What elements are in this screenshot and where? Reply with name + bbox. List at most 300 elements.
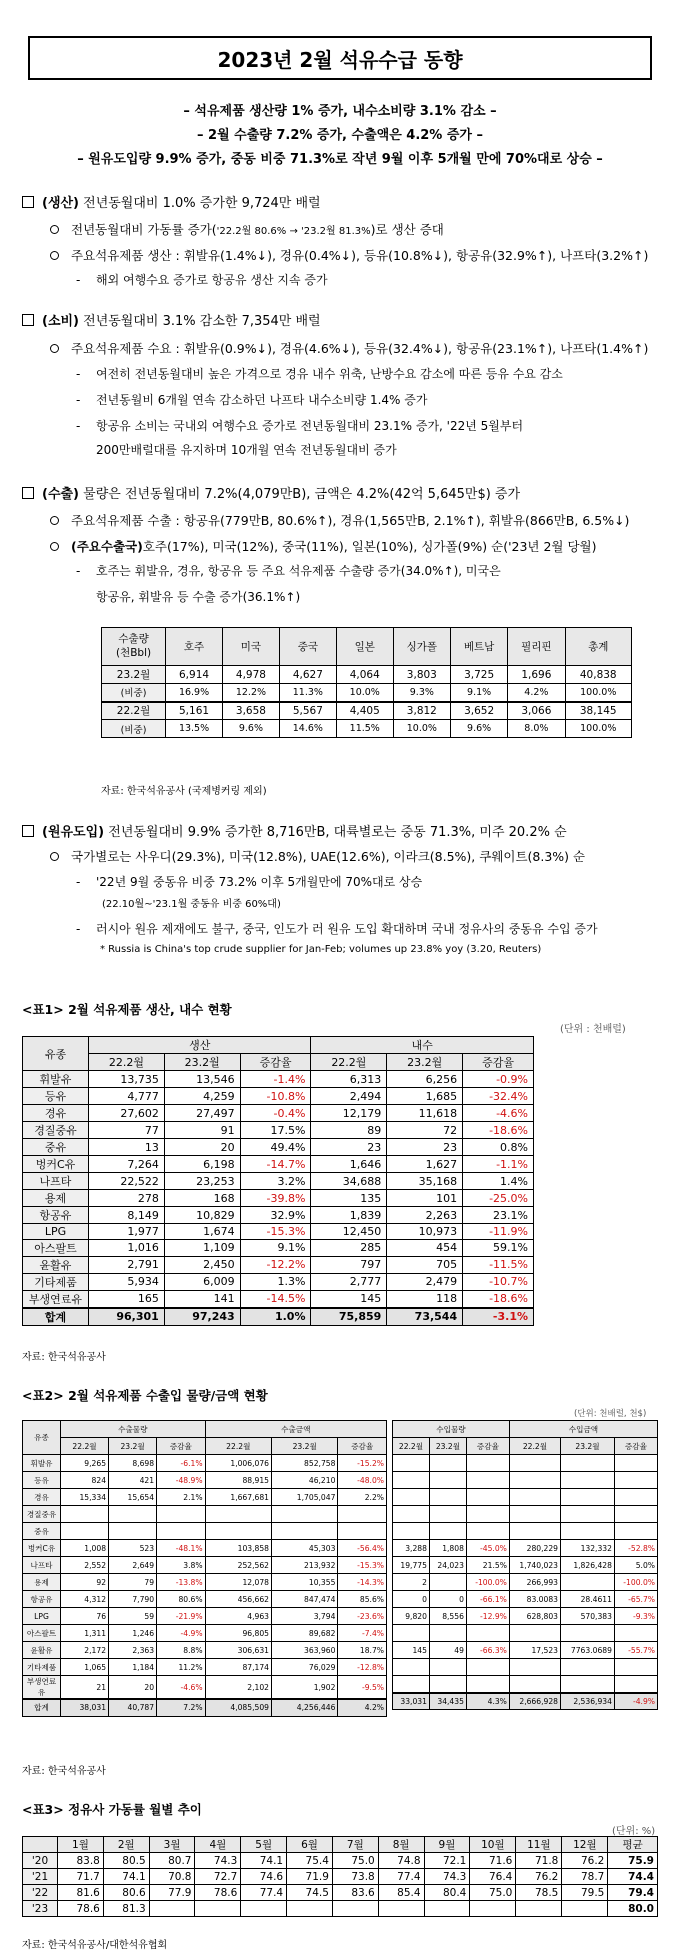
table-cell: -0.4% [240,1105,311,1122]
table-cell: -4.6% [463,1105,534,1122]
table-cell: 847,474 [272,1591,338,1608]
table-cell [429,1472,466,1489]
table-row [23,1139,534,1156]
table-header-row [102,628,632,666]
table-cell: -12.8% [338,1659,387,1676]
export-country-table [101,627,632,738]
table-cell [509,1625,560,1642]
table-cell: 75.4 [287,1853,333,1869]
table-cell: 2,791 [89,1256,165,1273]
table-cell: 71.8 [516,1853,562,1869]
table-cell [393,1625,430,1642]
table-cell: 97,243 [164,1308,240,1326]
table-header: 생산 [89,1037,311,1054]
table-cell: 71.6 [470,1853,516,1869]
table-cell: 1,667,681 [205,1489,271,1506]
table-cell: 80.7 [149,1853,195,1869]
table-cell: -12.2% [240,1256,311,1273]
summary-line-1: – 석유제품 생산량 1% 증가, 내수소비량 3.1% 감소 – [183,104,497,119]
table-row [23,1190,534,1207]
table-header: 유종 [23,1037,89,1071]
bullet-item: 국가별로는 사우디(29.3%), 미국(12.8%), UAE(12.6%), 이라크(8.5%), 쿠웨이트(8.3%) 순 [50,847,585,865]
table-cell: 18.7% [338,1642,387,1659]
table-cell: 2,363 [109,1642,157,1659]
table-cell [61,1523,109,1540]
table-row [23,1173,534,1190]
table-cell: 윤활유 [23,1642,61,1659]
table-cell: 74.1 [241,1853,287,1869]
dash-item-note: (22.10월~'23.1월 중동유 비중 60%대) [102,899,281,910]
table-cell: 1,006,076 [205,1455,271,1472]
table-cell: 75.0 [470,1885,516,1901]
table-cell: 1,184 [109,1659,157,1676]
table-cell: 103,858 [205,1540,271,1557]
table-cell [109,1523,157,1540]
table-cell: 2,102 [205,1676,271,1700]
table-cell [614,1489,657,1506]
table-cell: -10.8% [240,1088,311,1105]
table-cell: 1,674 [164,1224,240,1240]
dash-item: - 해외 여행수요 증가로 항공유 생산 지속 증가 [76,273,328,287]
table-cell: 570,383 [561,1608,615,1625]
table-cell: 34,688 [311,1173,387,1190]
table-cell: -100.0% [466,1574,509,1591]
table-cell: 76,029 [272,1659,338,1676]
table-cell: 6,198 [164,1156,240,1173]
table-cell: 5.0% [614,1557,657,1574]
circle-bullet-icon [50,852,59,861]
dash-item: - 러시아 원유 제재에도 불구, 중국, 인도가 러 원유 도입 확대하며 국내 정유사의 중동유 수입 증가 [76,922,598,936]
table-cell [466,1455,509,1472]
table-cell: -21.9% [157,1608,206,1625]
table-cell: 11.2% [157,1659,206,1676]
table-cell: '20 [23,1853,58,1869]
table-cell: 83.0083 [509,1591,560,1608]
table-cell: 4,085,509 [205,1699,271,1716]
table-header: 5월 [241,1837,287,1853]
table-cell: 6,914 [166,666,223,684]
table-cell [393,1676,430,1693]
table-header: 베트남 [450,628,507,666]
summary-line-3: – 원유도입량 9.9% 증가, 중동 비중 71.3%로 작년 9월 이후 5개월 만에 70%대로 상승 – [77,152,603,167]
table-cell: 59.1% [463,1239,534,1256]
table-cell: 3,725 [450,666,507,684]
table-cell: 705 [387,1256,463,1273]
table-cell: 1.4% [463,1173,534,1190]
table-cell: 3,794 [272,1608,338,1625]
table-cell [61,1506,109,1523]
table-header: 내수 [311,1037,534,1054]
table-cell: 27,602 [89,1105,165,1122]
table-cell: -66.3% [466,1642,509,1659]
table-header: 9월 [424,1837,470,1853]
table-cell: 1,065 [61,1659,109,1676]
table-cell: -9.5% [338,1676,387,1700]
table-cell: 79 [109,1574,157,1591]
section-consumption: (소비) 전년동월대비 3.1% 감소한 7,354만 배럴 [22,310,321,329]
table-row [23,1869,658,1885]
table-cell: 79.4 [608,1885,658,1901]
table-row [23,1256,534,1273]
table-row [393,1625,658,1642]
table-cell [561,1659,615,1676]
table-cell: 132,332 [561,1540,615,1557]
table-cell: 4,256,446 [272,1699,338,1716]
table-cell: 454 [387,1239,463,1256]
table-cell: 합계 [23,1308,89,1326]
section-head: (생산) [42,196,79,211]
table-cell: 1,839 [311,1207,387,1224]
table-cell: 2,666,928 [509,1693,560,1710]
table-cell [614,1455,657,1472]
table-cell: 73.8 [332,1869,378,1885]
table-cell: 12,078 [205,1574,271,1591]
table-cell [562,1901,608,1917]
dash-item: - 여전히 전년동월대비 높은 가격으로 경유 내수 위축, 난방수요 감소에 따른 등유 수요 감소 [76,367,563,381]
table-cell: 6,256 [387,1071,463,1088]
table3-unit: (단위: %) [612,1826,656,1837]
table-cell: -0.9% [463,1071,534,1088]
table-cell: 20 [164,1139,240,1156]
table-cell: 10,355 [272,1574,338,1591]
table-cell: 중유 [23,1523,61,1540]
table-cell: -13.8% [157,1574,206,1591]
table-cell: 83.6 [332,1885,378,1901]
table-cell: 100.0% [565,684,632,702]
table-cell: 27,497 [164,1105,240,1122]
table-cell: 100.0% [565,720,632,738]
table-cell [561,1676,615,1693]
table-cell: 21.5% [466,1557,509,1574]
table-cell: 141 [164,1290,240,1308]
table-row [23,1608,387,1625]
table-cell: 1,902 [272,1676,338,1700]
table-cell [205,1506,271,1523]
table-cell: 96,301 [89,1308,165,1326]
table-cell: 휘발유 [23,1071,89,1088]
table-cell: '22 [23,1885,58,1901]
table-header: 12월 [562,1837,608,1853]
table-cell [205,1523,271,1540]
table-cell [393,1455,430,1472]
table-cell: 7,264 [89,1156,165,1173]
table-cell: 4.2% [338,1699,387,1716]
table-row [23,1455,387,1472]
table-cell: 74.3 [195,1853,241,1869]
table-cell: 46,210 [272,1472,338,1489]
table-cell [614,1659,657,1676]
table-cell [157,1506,206,1523]
table-cell: 4,405 [336,702,393,720]
table-cell: -6.1% [157,1455,206,1472]
table-cell: 11,618 [387,1105,463,1122]
table-cell: 등유 [23,1088,89,1105]
table-cell: 266,993 [509,1574,560,1591]
table-cell: 49 [429,1642,466,1659]
table-header: 6월 [287,1837,333,1853]
table-cell: 1,008 [61,1540,109,1557]
circle-bullet-icon [50,542,59,551]
circle-bullet-icon [50,516,59,525]
table-cell [429,1659,466,1676]
table-cell: 88,915 [205,1472,271,1489]
dash-item-cont: 200만배럴대를 유지하며 10개월 연속 전년동월대비 증가 [96,443,397,457]
table-cell: 72.7 [195,1869,241,1885]
table-cell [393,1523,430,1540]
table-cell: 1.0% [240,1308,311,1326]
bullet-item: (주요수출국)호주(17%), 미국(12%), 중국(11%), 일본(10%), 싱가폴(9%) 순('23년 2월 당월) [50,537,597,555]
table-cell: 10.0% [336,684,393,702]
table-cell [338,1523,387,1540]
table-cell: -9.3% [614,1608,657,1625]
export-table-source: 자료: 한국석유공사 (국제병커링 제외) [101,786,267,797]
table-cell: 벙커C유 [23,1156,89,1173]
table-row [23,1207,534,1224]
table-cell: 7.2% [157,1699,206,1716]
table-cell [561,1455,615,1472]
table-cell [509,1659,560,1676]
table-row [23,1591,387,1608]
table-cell: 9,820 [393,1608,430,1625]
table-cell: 78.6 [58,1901,104,1917]
table-cell: 77.4 [378,1869,424,1885]
table3-source: 자료: 한국석유공사/대한석유협회 [22,1940,168,1951]
table-cell: 2,494 [311,1088,387,1105]
table-cell [614,1523,657,1540]
table-cell: 0 [393,1591,430,1608]
dash-item: - '22년 9월 중동유 비중 73.2% 이후 5개월만에 70%대로 상승 [76,875,423,889]
table-cell [509,1472,560,1489]
table-cell: 71.9 [287,1869,333,1885]
table-row [23,1071,534,1088]
table-cell: 14.6% [279,720,336,738]
table-cell: 101 [387,1190,463,1207]
table-cell [561,1523,615,1540]
table-row [393,1557,658,1574]
table-cell: LPG [23,1608,61,1625]
table-cell: 23 [387,1139,463,1156]
table2-unit: (단위: 천배럴, 천$) [574,1409,647,1419]
table-row [23,1901,658,1917]
table-cell: 9.1% [450,684,507,702]
table-cell: 9,265 [61,1455,109,1472]
table-cell: 70.8 [149,1869,195,1885]
table-cell [466,1472,509,1489]
table-cell: 4,064 [336,666,393,684]
table-cell: 80.4 [424,1885,470,1901]
total-row [23,1699,387,1716]
table-cell: 15,654 [109,1489,157,1506]
table-cell: 118 [387,1290,463,1308]
table-cell: 145 [393,1642,430,1659]
table-cell: -3.1% [463,1308,534,1326]
table-cell: -4.6% [157,1676,206,1700]
section-text: 전년동월대비 1.0% 증가한 9,724만 배럴 [79,196,321,211]
table-cell [378,1901,424,1917]
table-cell: 1,685 [387,1088,463,1105]
table-cell: 74.6 [241,1869,287,1885]
table-row [23,1523,387,1540]
table-cell: 59 [109,1608,157,1625]
table-cell: -15.3% [240,1224,311,1240]
table-cell: 8.8% [157,1642,206,1659]
table-row [23,1088,534,1105]
table-cell: 96,805 [205,1625,271,1642]
table-cell: 7,790 [109,1591,157,1608]
table-cell: 135 [311,1190,387,1207]
table-cell: 4,312 [61,1591,109,1608]
table-header: 평균 [608,1837,658,1853]
table-row [102,720,632,738]
table-cell: -14.3% [338,1574,387,1591]
table-row [23,1676,387,1700]
table-cell [393,1472,430,1489]
table-cell: 77.9 [149,1885,195,1901]
table-header: 미국 [222,628,279,666]
table-header: 중국 [279,628,336,666]
table-cell: 23.1% [463,1207,534,1224]
table-header: 수출량 (천Bbl) [102,628,166,666]
table-row [393,1591,658,1608]
table-header [23,1837,58,1853]
table-cell: 경유 [23,1105,89,1122]
table-cell: 1,109 [164,1239,240,1256]
bullet-item: 전년동월대비 가동률 증가('22.2월 80.6% → '23.2월 81.3%)로 생산 증대 [50,220,444,238]
table-cell: 1,705,047 [272,1489,338,1506]
table-cell: 4,259 [164,1088,240,1105]
table-cell: 2,172 [61,1642,109,1659]
table-cell [429,1455,466,1472]
table-cell: 92 [61,1574,109,1591]
circle-bullet-icon [50,251,59,260]
table-cell: 78.5 [516,1885,562,1901]
table-cell: -52.8% [614,1540,657,1557]
table-cell: 1,311 [61,1625,109,1642]
table-cell: -39.8% [240,1190,311,1207]
table-cell: 80.6% [157,1591,206,1608]
table-cell: 8,149 [89,1207,165,1224]
table-cell: 3,652 [450,702,507,720]
table-header: 8월 [378,1837,424,1853]
table-header: 일본 [336,628,393,666]
table-cell: 경질중유 [23,1122,89,1139]
table-cell [424,1901,470,1917]
table-cell: 1,016 [89,1239,165,1256]
table-cell: 76.2 [516,1869,562,1885]
table-cell: 83.8 [58,1853,104,1869]
table-cell: LPG [23,1224,89,1240]
table-cell: 0 [429,1591,466,1608]
table-cell: 24,023 [429,1557,466,1574]
table-cell: -48.0% [338,1472,387,1489]
table-cell [466,1676,509,1693]
table-cell: 2,777 [311,1273,387,1290]
table-row [393,1676,658,1693]
table-cell: 74.8 [378,1853,424,1869]
table2-title: <표2> 2월 석유제품 수출입 물량/금액 현황 [22,1388,268,1403]
table-cell [466,1489,509,1506]
table-cell: 13,546 [164,1071,240,1088]
table-cell: 1,246 [109,1625,157,1642]
bullet-item: 주요석유제품 수출 : 항공유(779만B, 80.6%↑), 경유(1,565만B, 2.1%↑), 휘발유(866만B, 6.5%↓) [50,511,629,529]
table-cell: 22.2월 [102,702,166,720]
table-cell: -100.0% [614,1574,657,1591]
table-cell: 4,627 [279,666,336,684]
table-cell: 824 [61,1472,109,1489]
table-cell [393,1489,430,1506]
table-cell: 456,662 [205,1591,271,1608]
table-cell: 252,562 [205,1557,271,1574]
table-cell: 34,435 [429,1693,466,1710]
table-cell: -48.1% [157,1540,206,1557]
bullet-item: 주요석유제품 생산 : 휘발유(1.4%↓), 경유(0.4%↓), 등유(10.8%↓), 항공유(32.9%↑), 나프타(3.2%↑) [50,246,648,264]
table-cell: 4,978 [222,666,279,684]
table-cell: 306,631 [205,1642,271,1659]
checkbox-icon [22,314,34,326]
table-cell [429,1506,466,1523]
table-cell: 6,313 [311,1071,387,1088]
table-cell: 74.1 [103,1869,149,1885]
table-cell: -48.9% [157,1472,206,1489]
table1-title: <표1> 2월 석유제품 생산, 내수 현황 [22,1002,232,1017]
table-cell: -56.4% [338,1540,387,1557]
table-cell: -18.6% [463,1290,534,1308]
table-cell: 213,932 [272,1557,338,1574]
table-cell: 용제 [23,1574,61,1591]
total-row [393,1693,658,1710]
table-header: 필리핀 [508,628,565,666]
table-row [393,1608,658,1625]
table-cell: -14.7% [240,1156,311,1173]
table-cell: -15.3% [338,1557,387,1574]
table-row [393,1642,658,1659]
table-cell: 나프타 [23,1173,89,1190]
table-cell: -1.1% [463,1156,534,1173]
table-row [23,1885,658,1901]
table-cell: 19,775 [393,1557,430,1574]
table-row [23,1122,534,1139]
section-production [22,192,321,211]
table-cell: 2.2% [338,1489,387,1506]
table-cell: -23.6% [338,1608,387,1625]
table-cell: 0.8% [463,1139,534,1156]
table-row [23,1853,658,1869]
dash-item-cont: 항공유, 휘발유 등 수출 증가(36.1%↑) [96,590,301,604]
footnote: * Russia is China's top crude supplier for Jan-Feb; volumes up 23.8% yoy (3.20, Reuters) [100,944,542,955]
table-cell: 용제 [23,1190,89,1207]
table-cell: 1,977 [89,1224,165,1240]
table-cell [614,1472,657,1489]
table-cell: 중유 [23,1139,89,1156]
table-row [393,1540,658,1557]
table-cell: 2,536,934 [561,1693,615,1710]
table-cell: 16.9% [166,684,223,702]
table-cell: 79.5 [562,1885,608,1901]
table-header: 11월 [516,1837,562,1853]
table-cell: 3,812 [393,702,450,720]
dash-item: - 호주는 휘발유, 경유, 항공유 등 주요 석유제품 수출량 증가(34.0%↑), 미국은 [76,564,501,578]
table-cell: 2.1% [157,1489,206,1506]
table-cell: (비중) [102,684,166,702]
table-row [23,1105,534,1122]
table-cell: 8.0% [508,720,565,738]
section-crude: (원유도입) 전년동월대비 9.9% 증가한 8,716만B, 대륙별로는 중동 71.3%, 미주 20.2% 순 [22,821,567,840]
table-cell: 74.4 [608,1869,658,1885]
table-cell: (비중) [102,720,166,738]
table-cell: 13.5% [166,720,223,738]
table-cell: 49.4% [240,1139,311,1156]
table-cell: 9.6% [222,720,279,738]
